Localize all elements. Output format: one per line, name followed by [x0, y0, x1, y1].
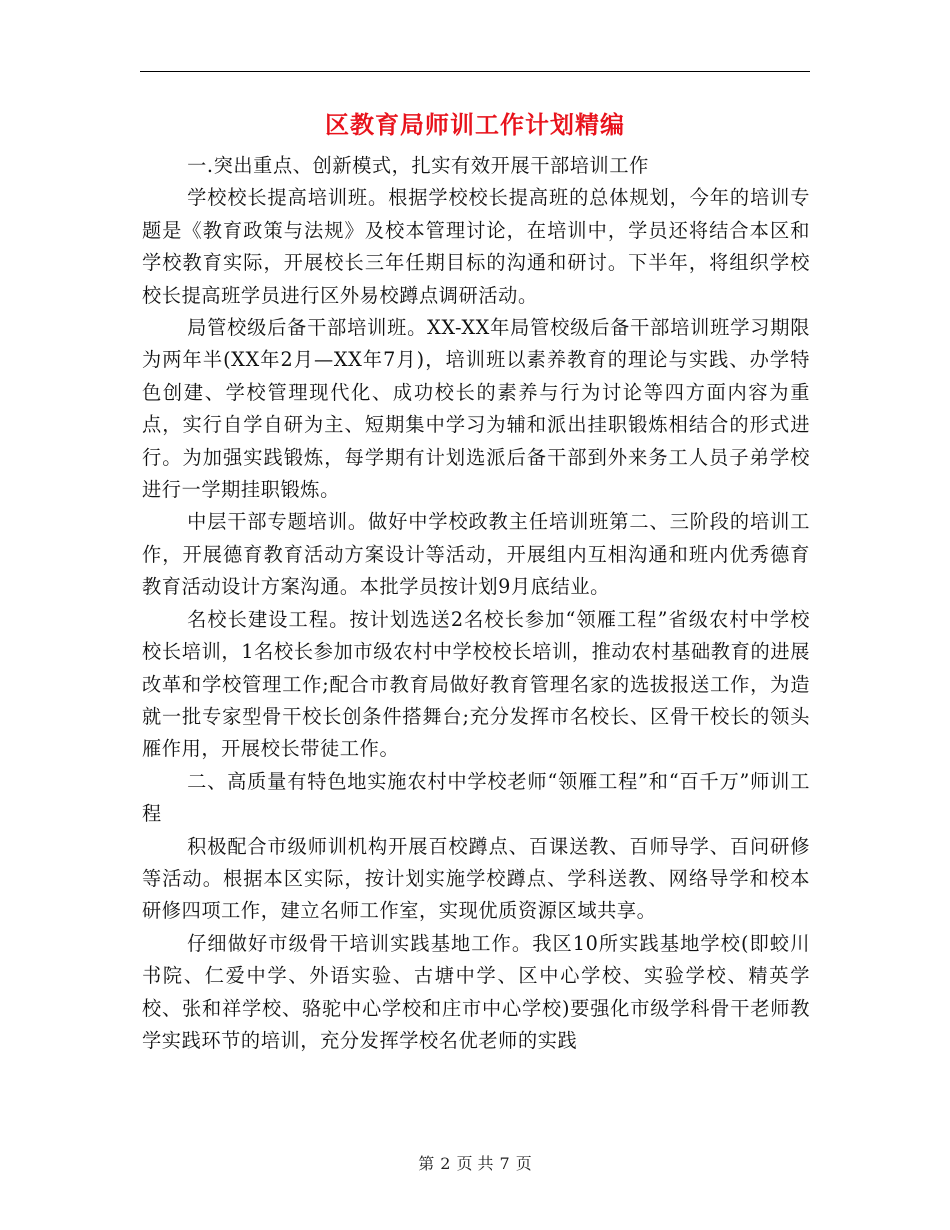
footer-middle: 页 共: [456, 1154, 494, 1173]
footer-total-pages: 7: [499, 1154, 510, 1173]
paragraph-cooperation-activities: 积极配合市级师训机构开展百校蹲点、百课送教、百师导学、百问研修等活动。根据本区实际，按计划实施学校蹲点、学科送教、网络导学和校本研修四项工作，建立名师工作室，实现优质资源区域共享。: [142, 834, 810, 923]
footer-prefix: 第: [418, 1154, 435, 1173]
document-body: [142, 150, 810, 1057]
section-heading-1: 一.突出重点、创新模式，扎实有效开展干部培训工作: [187, 154, 649, 177]
footer-suffix: 页: [515, 1154, 532, 1173]
paragraph-principal-training: 学校校长提高培训班。根据学校校长提高班的总体规划，今年的培训专题是《教育政策与法规》及校本管理讨论，在培训中，学员还将结合本区和学校教育实际，开展校长三年任期目标的沟通和研讨。下半年，将组织学校校长提高班学员进行区外易校蹲点调研活动。: [142, 186, 810, 307]
paragraph-famous-principal-project: 名校长建设工程。按计划选送2名校长参加“领雁工程”省级农村中学校校长培训，1名校长参加市级农村中学校校长培训，推动农村基础教育的进展改革和学校管理工作;配合市教育局做好教育管理名家的选拔报送工作，为造就一批专家型骨干校长创条件搭舞台;充分发挥市名校长、区骨干校长的领头雁作用，开展校长带徒工作。: [142, 607, 810, 761]
document-title: 区教育局师训工作计划精编: [325, 110, 625, 139]
paragraph-reserve-cadre-training: 局管校级后备干部培训班。XX-XX年局管校级后备干部培训班学习期限为两年半(XX年2月—XX年7月)，培训班以素养教育的理论与实践、办学特色创建、学校管理现代化、成功校长的素养与行为讨论等四方面内容为重点，实行自学自研为主、短期集中学习为辅和派出挂职锻炼相结合的形式进行。为加强实践锻炼，每学期有计划选派后备干部到外来务工人员子弟学校进行一学期挂职锻炼。: [142, 316, 810, 502]
section-heading-2: 二、高质量有特色地实施农村中学校老师“领雁工程”和“百千万”师训工程: [142, 769, 810, 826]
page-footer: [140, 1152, 810, 1176]
header-rule: [140, 71, 810, 72]
paragraph-middle-cadre-training: 中层干部专题培训。做好中学校政教主任培训班第二、三阶段的培训工作，开展德育教育活动方案设计等活动，开展组内互相沟通和班内优秀德育教育活动设计方案沟通。本批学员按计划9月底结业。: [142, 510, 810, 599]
paragraph-practice-base: 仔细做好市级骨干培训实践基地工作。我区10所实践基地学校(即蛟川书院、仁爱中学、外语实验、古塘中学、区中心学校、实验学校、精英学校、张和祥学校、骆驼中心学校和庄市中心学校)要强化市级学科骨干老师教学实践环节的培训，充分发挥学校名优老师的实践: [142, 931, 810, 1052]
footer-current-page: 2: [440, 1154, 451, 1173]
